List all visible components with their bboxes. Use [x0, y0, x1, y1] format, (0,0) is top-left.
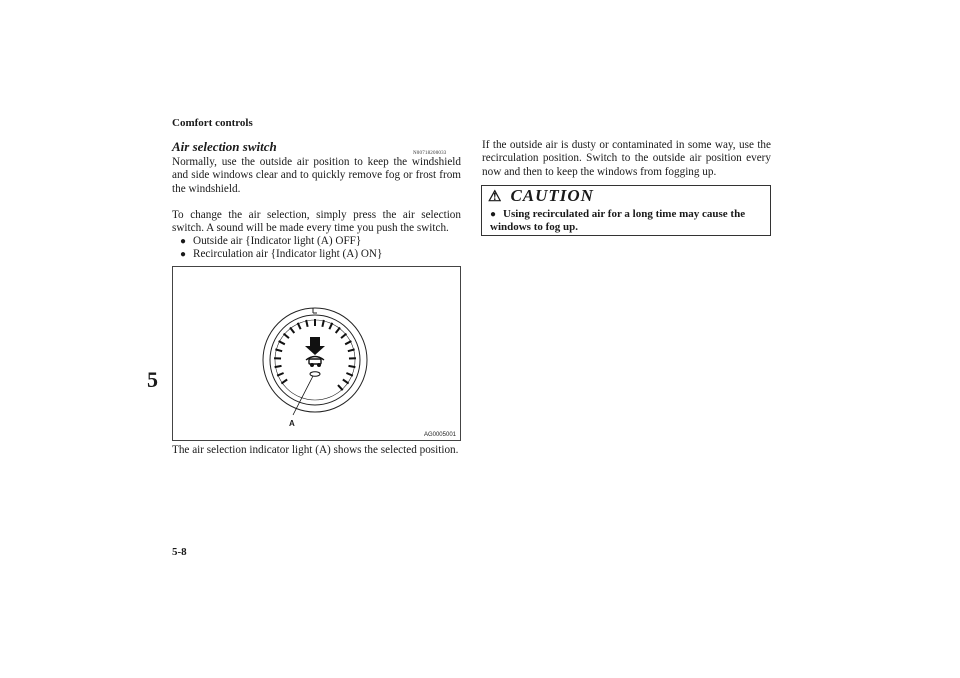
bullet-list	[180, 235, 461, 262]
bullet-text: Recirculation air {Indicator light (A) ON}	[193, 248, 383, 261]
caution-message: Using recirculated air for a long time may cause the windows to fog up.	[490, 208, 746, 233]
dial-tick	[298, 323, 301, 329]
section-code: N00718200033	[413, 151, 447, 156]
section-title: Air selection switch	[172, 139, 277, 154]
warning-triangle-icon: ⚠	[488, 189, 503, 205]
paragraph-indicator-light: The air selection indicator light (A) shows the selected position.	[172, 444, 459, 456]
dial-tick	[348, 366, 355, 367]
dial-tick	[277, 373, 283, 376]
running-header: Comfort controls	[172, 117, 253, 129]
chapter-number: 5	[147, 367, 158, 392]
paragraph-change-selection: To change the air selection, simply press the air selection switch. A sound will be made every time you push the switch.	[172, 209, 461, 235]
dial-tick	[345, 341, 351, 344]
bullet-text: Outside air {Indicator light (A) OFF}	[193, 235, 362, 247]
bullet-icon: ●	[180, 249, 187, 261]
bullet-item-outside-air	[180, 235, 461, 248]
bullet-icon: ●	[180, 236, 187, 247]
dial-tick	[275, 366, 282, 367]
air-selection-dial-drawing	[173, 267, 460, 440]
caution-text	[490, 208, 764, 234]
dial-tick	[329, 323, 332, 329]
caution-title: CAUTION	[510, 186, 594, 205]
paragraph-outside-air: Normally, use the outside air position to keep the windshield and side windows clear and to quickly remove fog or frost from the windshield.	[172, 156, 461, 195]
dial-tick	[290, 327, 294, 333]
dial-tick	[284, 334, 289, 338]
figure-code: AG0005001	[423, 432, 456, 438]
dial-tick	[348, 349, 355, 351]
indicator-light-icon	[310, 372, 320, 377]
caution-box	[481, 185, 771, 236]
dial-tick	[338, 385, 343, 390]
dial-tick	[275, 349, 282, 351]
bullet-item-recirculation-air	[180, 248, 461, 261]
dial-tick	[281, 380, 287, 384]
recirculation-car-icon	[306, 357, 324, 367]
dial-tick	[336, 327, 340, 333]
dial-tick	[343, 380, 349, 384]
dial-tick	[346, 373, 352, 376]
dial-tick	[341, 334, 346, 338]
dial-inner-ring	[270, 315, 360, 405]
dial-tick	[279, 341, 285, 344]
paragraph-recirculation: If the outside air is dusty or contaminated in some way, use the recirculation position. Switch to the outside air position every now and then to keep the windows from fogging up.	[482, 139, 771, 178]
indicator-label: A	[289, 419, 295, 428]
switch-illustration	[172, 266, 461, 441]
bullet-icon: ●	[490, 209, 497, 220]
caution-heading	[488, 186, 594, 206]
arrow-down-icon	[305, 337, 325, 355]
page-number: 5-8	[172, 546, 187, 558]
